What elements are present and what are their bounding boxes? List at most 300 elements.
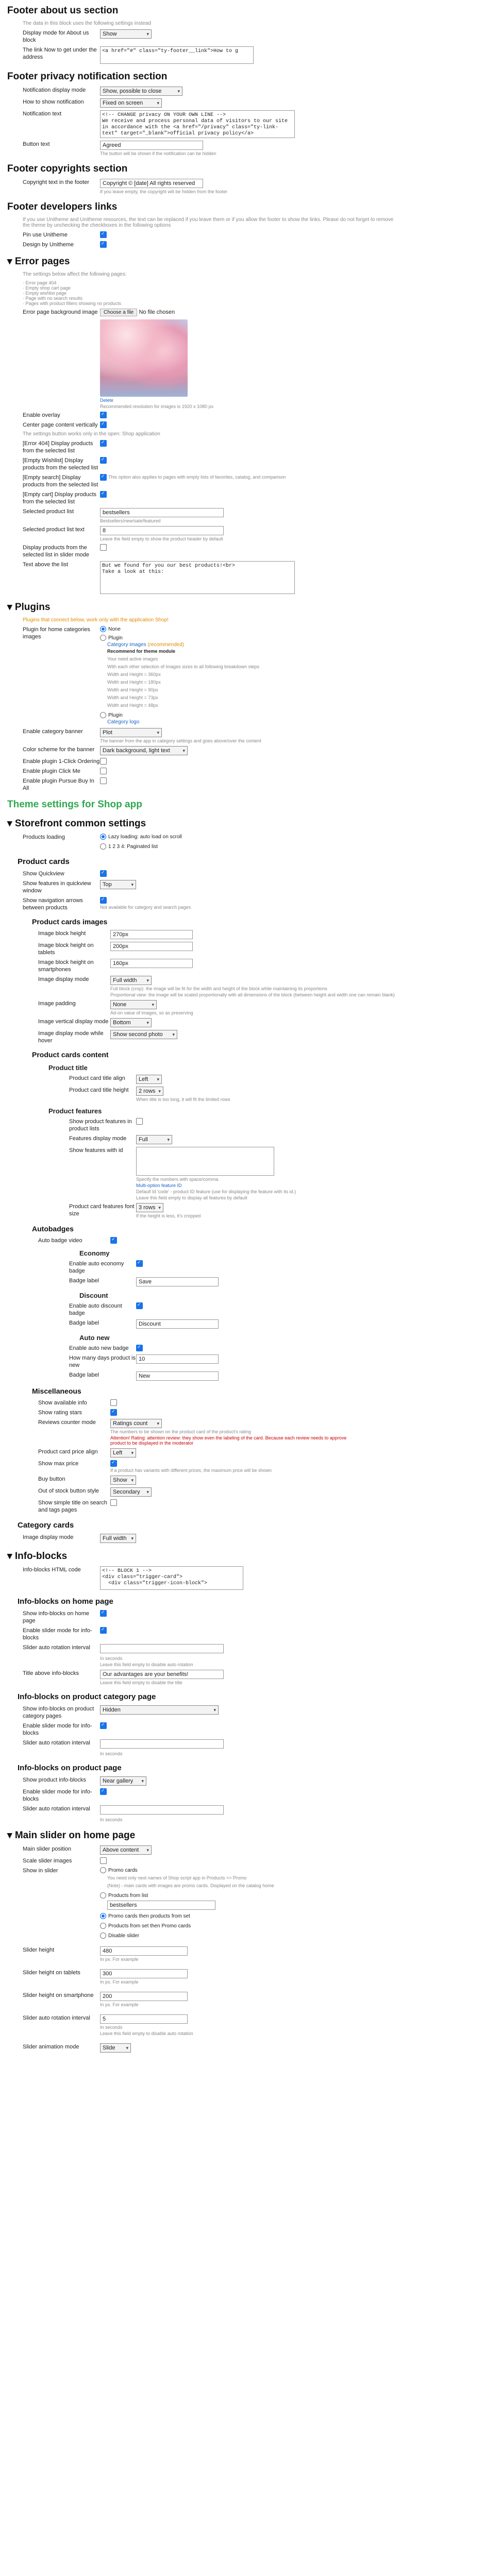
cards-new-days-row <box>7 1354 485 1369</box>
ms-show-label: Show in slider <box>23 1868 58 1874</box>
ms-rot-input[interactable]: 5 <box>100 2014 188 2024</box>
errors-button-note: The settings button works only in the open: Shop application <box>23 431 160 437</box>
storefront-loading-opt2-label: 1 2 3 4: Paginated list <box>108 844 158 850</box>
cards-pf-show-row <box>7 1118 485 1132</box>
cards-disc-text-label: Badge label <box>69 1320 99 1326</box>
info-home-show-checkbox[interactable] <box>100 1610 107 1617</box>
cards-pt-align-row <box>7 1075 485 1084</box>
cards-simple-label: Show simple title on search and tags pages <box>38 1500 107 1513</box>
cards-feature-select[interactable]: Top ▾ <box>100 880 136 889</box>
info-cat-slider-row <box>7 1722 485 1737</box>
ms-height-phone-label: Slider height on smartphone <box>23 1992 94 1998</box>
cards-oos-row <box>7 1487 485 1497</box>
errors-404-label: [Error 404] Display products from the selected list <box>23 440 93 454</box>
info-cat-show-select[interactable]: Hidden ▾ <box>100 1705 219 1715</box>
ms-height-label: Slider height <box>23 1947 55 1953</box>
plugins-opt-plugin[interactable] <box>100 635 259 641</box>
privacy-display-select[interactable]: Show, possible to close ▾ <box>100 87 182 96</box>
developers-pin-row <box>7 231 485 239</box>
cards-disp-mode-hint: Proportional view: the image will be scaled proportionally with all dimensions of the block (between height and width one can remain blank) <box>110 992 395 997</box>
cards-rating-checkbox[interactable] <box>110 1409 117 1416</box>
developers-pin-checkbox[interactable] <box>100 231 107 238</box>
plugins-opt-plugin-label: Plugin <box>108 635 123 641</box>
cards-simple-checkbox[interactable] <box>110 1499 117 1506</box>
info-prod-rot-label: Slider auto rotation interval <box>23 1806 90 1812</box>
info-home-title-input[interactable]: Our advantages are your benefits! <box>100 1670 224 1679</box>
plugins-opt-plugin-note: Recommend for theme module <box>107 649 176 654</box>
info-prod-slider-label: Enable slider mode for info-blocks <box>23 1789 92 1802</box>
errors-wish-checkbox[interactable] <box>100 457 107 464</box>
ms-anim-label: Slider animation mode <box>23 2044 79 2050</box>
cards-hover-select[interactable]: Show second photo ▾ <box>110 1030 177 1039</box>
plugins-opt-plugin-radio[interactable] <box>100 635 106 641</box>
info-home-show-row <box>7 1610 485 1624</box>
plugins-recommended-text: (recommended) <box>147 642 184 648</box>
section-title-infoblocks: ▾ Info-blocks <box>7 1551 68 1562</box>
cards-new-text-input[interactable]: New <box>136 1371 219 1381</box>
cards-hover-row <box>7 1030 485 1044</box>
ms-rot-hint: Leave this field empty to disable auto rotation <box>100 2031 193 2036</box>
cards-maxprice-checkbox[interactable] <box>110 1460 117 1467</box>
cards-padding-row <box>7 1000 485 1015</box>
cards-avail-checkbox[interactable] <box>110 1399 117 1406</box>
info-html-textarea[interactable]: <!-- BLOCK 1 --> <div class="trigger-card"> <div class="trigger-icon-block"> <box>100 1566 243 1590</box>
cards-eco-enable-checkbox[interactable] <box>136 1260 143 1267</box>
cards-rating-row <box>7 1409 485 1416</box>
errors-selected-text-row <box>7 526 485 541</box>
plugins-opt-none-label: None <box>108 626 121 632</box>
info-home-slider-row <box>7 1627 485 1641</box>
info-cat-rot-row <box>7 1739 485 1756</box>
ms-pos-select[interactable]: Above content ▾ <box>100 1845 152 1855</box>
infoblocks-title-text: Info-blocks <box>14 1551 68 1562</box>
ms-opt-mix-radio[interactable] <box>100 1913 106 1919</box>
ms-opt-promo-radio[interactable] <box>100 1867 106 1873</box>
cards-pt-height-select[interactable]: 2 rows ▾ <box>136 1087 163 1096</box>
cards-nav-hint: Not available for category and search pages <box>100 905 191 910</box>
plugins-cat-label: Plugin for home categories images <box>23 626 90 640</box>
cards-avail-label: Show available info <box>38 1400 87 1406</box>
ms-show-row <box>7 1867 485 1939</box>
cards-pf-display-row <box>7 1135 485 1144</box>
copyright-input[interactable]: Copyright © [date] All rights reserved <box>100 179 203 188</box>
plugins-color-label: Color scheme for the banner <box>23 747 95 753</box>
storefront-loading-opt1[interactable] <box>100 834 182 840</box>
ms-height-tab-hint: In px. For example <box>100 1979 139 1985</box>
plugins-opt-plugin-text: Width and Height = 90px <box>107 687 158 692</box>
plugins-opt-plugin-text: With each other selection of images sizes to all following breakdown steps <box>107 664 260 669</box>
privacy-button-label: Button text <box>23 141 50 147</box>
plugins-buy-row <box>7 777 485 792</box>
errors-title-text: Error pages <box>14 256 70 267</box>
info-cat-rot-input[interactable] <box>100 1739 224 1749</box>
plugins-oneclick-checkbox[interactable] <box>100 758 107 765</box>
cards-quickview-row <box>7 870 485 877</box>
info-home-slider-checkbox[interactable] <box>100 1627 107 1634</box>
errors-cart-checkbox[interactable] <box>100 491 107 498</box>
cards-pt-height-hint: When title is too long, it will fit the limited rows <box>136 1097 230 1102</box>
cards-pf-list-hint: Specify the numbers with space/comma. <box>136 1177 220 1182</box>
section-title-info-product: Info-blocks on product page <box>18 1764 122 1772</box>
cards-buy-select[interactable]: Show ▾ <box>110 1476 136 1485</box>
section-title-copyright: Footer copyrights section <box>7 163 128 174</box>
plugins-opt-none-radio[interactable] <box>100 626 106 632</box>
cards-new-text-label: Badge label <box>69 1372 99 1378</box>
section-title-developers: Footer developers links <box>7 201 118 212</box>
catcards-display-label: Image display mode <box>23 1534 74 1540</box>
errors-bullet: · Empty shop cart page <box>23 285 71 291</box>
errors-search-checkbox[interactable] <box>100 474 107 481</box>
storefront-title-text: Storefront common settings <box>14 818 146 829</box>
cards-pt-height-label: Product card title height <box>69 1087 129 1093</box>
plugins-warning: Plugins that connect below, work only with the application Shop! <box>23 617 169 623</box>
cards-new-days-input[interactable]: 10 <box>136 1354 219 1364</box>
cards-pf-display-label: Features display mode <box>69 1136 127 1142</box>
ms-pos-row <box>7 1845 485 1855</box>
cards-vertical-select[interactable]: Bottom ▾ <box>110 1018 152 1027</box>
ms-opt-promo-hint: You need only next names of Shop script app in Products >> Promo <box>107 1875 247 1880</box>
errors-bg-choose-button[interactable]: Choose a file <box>100 309 137 316</box>
ms-opt-disable-label: Disable slider <box>108 1933 140 1939</box>
cards-feature-row <box>7 880 485 894</box>
info-prod-show-label: Show product info-blocks <box>23 1777 86 1783</box>
privacy-how-label: How to show notification <box>23 99 84 105</box>
section-title-info-category: Info-blocks on product category page <box>18 1692 156 1701</box>
section-title-theme-settings: Theme settings for Shop app <box>7 799 142 810</box>
ms-height-row <box>7 1946 485 1962</box>
cards-disp-mode-label: Image display mode <box>38 976 89 982</box>
section-title-product-title: Product title <box>48 1064 88 1072</box>
plugins-oneclick-row <box>7 758 485 765</box>
info-prod-rot-row <box>7 1805 485 1822</box>
errors-bg-hint: Recommended resolution for images is 1920 x 1080 px <box>100 404 214 409</box>
info-home-title-label: Title above info-blocks <box>23 1670 79 1676</box>
info-cat-rot-label: Slider auto rotation interval <box>23 1740 90 1746</box>
cards-eco-enable-label: Enable auto economy badge <box>69 1261 124 1274</box>
cards-eco-text-input[interactable]: Save <box>136 1277 219 1286</box>
errors-selected-list-hint: Bestsellers/new/sale/featured <box>100 518 161 523</box>
ms-height-phone-hint: In px. For example <box>100 2002 139 2007</box>
errors-bg-filename: No file chosen <box>139 309 175 315</box>
errors-bullet: · Error page 404 <box>23 280 57 285</box>
cards-auto-checkbox[interactable] <box>110 1237 117 1244</box>
privacy-text-textarea[interactable]: <!-- CHANGE privacy ON YOUR OWN LINE --> We receive and process personal data of visitors to our site in accordance with the <a href="/privacy" class="ty-link-text" target="_blank">official privacy policy</a> <box>100 110 295 138</box>
about-link-textarea[interactable]: <a href="#" class="ty-footer__link">How to g <box>100 46 254 64</box>
errors-bullets <box>23 280 485 306</box>
storefront-loading-row <box>7 834 485 850</box>
cards-nav-checkbox[interactable] <box>100 897 107 904</box>
info-prod-rot-input[interactable] <box>100 1805 224 1815</box>
cards-pf-list-row <box>7 1147 485 1200</box>
about-note: The data in this block uses the following settings instead <box>23 21 152 26</box>
privacy-display-label: Notification display mode <box>23 87 86 93</box>
ms-anim-select[interactable]: Slide ▾ <box>100 2043 131 2053</box>
cards-reviews-hint: The numbers to be shown on the product card of the product's rating <box>110 1429 251 1434</box>
cards-maxprice-label: Show max price <box>38 1461 79 1467</box>
cards-disp-mode-hint: Full block (crop): the image will be fit for the width and height of the block while maintaining its proportions <box>110 986 327 991</box>
ms-opt-products[interactable] <box>100 1892 274 1899</box>
errors-infinite-label: Display products from the selected list in slider mode <box>23 545 90 558</box>
cards-pf-show-checkbox[interactable] <box>136 1118 143 1125</box>
cards-padding-label: Image padding <box>38 1001 76 1007</box>
cards-new-text-row <box>7 1371 485 1381</box>
errors-bg-row <box>7 309 485 316</box>
errors-cart-row <box>7 491 485 505</box>
cards-oos-select[interactable]: Secondary ▾ <box>110 1487 152 1497</box>
section-title-plugins: ▾ Plugins <box>7 602 51 613</box>
cards-pf-list-label: Show features with id <box>69 1147 123 1154</box>
about-display-select[interactable]: Show ▾ <box>100 29 152 39</box>
plugins-opt-plugin-text: Width and Height = 180px <box>107 680 161 685</box>
ms-opt-mix[interactable] <box>100 1913 274 1920</box>
cards-price-align-select[interactable]: Left ▾ <box>110 1448 136 1458</box>
info-html-label: Info-blocks HTML code <box>23 1567 81 1573</box>
cards-eco-text-label: Badge label <box>69 1278 99 1284</box>
plugins-banner-row <box>7 728 485 743</box>
errors-center-checkbox[interactable] <box>100 421 107 428</box>
cards-img-tab-label: Image block height on tablets <box>38 942 94 956</box>
ms-height-input[interactable]: 480 <box>100 1946 188 1956</box>
cards-auto-label: Auto badge video <box>38 1238 82 1244</box>
section-title-info-home: Info-blocks on home page <box>18 1597 113 1606</box>
errors-list-text-textarea[interactable]: But we found for you our best products!<br> Take a look at this: <box>100 561 295 594</box>
cards-disc-text-row <box>7 1319 485 1329</box>
privacy-display-row <box>7 87 485 96</box>
ms-opt-disable-radio[interactable] <box>100 1933 106 1939</box>
plugins-category-logo-link[interactable]: Category logo <box>107 719 140 725</box>
privacy-how-row <box>7 98 485 108</box>
ms-opt-disable[interactable] <box>100 1933 274 1939</box>
errors-overlay-checkbox[interactable] <box>100 412 107 418</box>
ms-opt-promo[interactable] <box>100 1867 274 1874</box>
plugins-buy-checkbox[interactable] <box>100 777 107 784</box>
plugins-category-images-link[interactable]: Category images <box>107 642 146 648</box>
info-home-rot-row <box>7 1644 485 1667</box>
errors-404-row <box>7 440 485 454</box>
errors-search-label: [Empty search] Display products from the selected list <box>23 474 98 488</box>
privacy-how-select[interactable]: Fixed on screen ▾ <box>100 98 162 108</box>
section-title-privacy: Footer privacy notification section <box>7 71 168 82</box>
cards-padding-select[interactable]: None ▾ <box>110 1000 157 1009</box>
plugins-opt-none[interactable] <box>100 626 259 633</box>
errors-center-label: Center page content vertically <box>23 422 98 428</box>
cards-pt-height-row <box>7 1087 485 1102</box>
ms-opt-mix2-label: Products from set then Promo cards <box>108 1923 191 1929</box>
ms-height-tab-label: Slider height on tablets <box>23 1970 80 1976</box>
info-home-title-row <box>7 1670 485 1685</box>
cards-padding-hint: Ad-on value of images, so as preserving <box>110 1010 193 1015</box>
errors-note: The settings below affect the following pages: <box>23 272 127 277</box>
section-title-errors: ▾ Error pages <box>7 256 70 267</box>
ms-height-tab-input[interactable]: 300 <box>100 1969 188 1978</box>
plugins-title-text: Plugins <box>14 602 51 613</box>
section-title-card-images: Product cards images <box>32 918 108 926</box>
cards-img-h-input[interactable]: 270px <box>110 930 193 939</box>
plugins-color-select[interactable]: Dark background, light text ▾ <box>100 746 188 755</box>
info-home-rot-input[interactable] <box>100 1644 224 1653</box>
ms-opt-products-input[interactable]: bestsellers <box>107 1901 215 1910</box>
plugins-opt-plugin-text: Width and Height = 360px <box>107 672 161 677</box>
cards-img-tab-input[interactable]: 200px <box>110 942 193 951</box>
cards-img-tab-row <box>7 942 485 956</box>
cards-pf-size-row <box>7 1203 485 1218</box>
cards-new-enable-checkbox[interactable] <box>136 1345 143 1351</box>
cards-pf-size-select[interactable]: 3 rows ▾ <box>136 1203 163 1212</box>
cards-disc-enable-label: Enable auto discount badge <box>69 1303 122 1316</box>
ms-opt-promo-hint: (Note) - main cards with images are promo cards. Displayed on the catalog home <box>107 1883 274 1888</box>
cards-hover-label: Image display mode while hover <box>38 1030 104 1044</box>
cards-reviews-select[interactable]: Ratings count ▾ <box>110 1419 162 1428</box>
section-title-mainslider: ▾ Main slider on home page <box>7 1830 136 1841</box>
ms-anim-row <box>7 2043 485 2053</box>
section-title-autobadges: Autobadges <box>32 1225 74 1233</box>
plugins-clickme-checkbox[interactable] <box>100 768 107 774</box>
cards-img-phone-input[interactable]: 160px <box>110 959 193 968</box>
errors-cart-label: [Empty cart] Display products from the selected list <box>23 492 97 505</box>
plugins-cat-row <box>7 626 485 725</box>
errors-selected-list-input[interactable]: bestsellers <box>100 508 224 517</box>
cards-pf-display-select[interactable]: Full ▾ <box>136 1135 172 1144</box>
ms-rot-hint: In seconds <box>100 2025 123 2030</box>
info-prod-slider-row <box>7 1788 485 1803</box>
about-link-label: The link Now to get under the address <box>23 47 97 60</box>
cards-disc-text-input[interactable]: Discount <box>136 1319 219 1329</box>
cards-new-enable-row <box>7 1345 485 1352</box>
cards-pt-align-select[interactable]: Left ▾ <box>136 1075 162 1084</box>
section-title-misc: Miscellaneous <box>32 1387 81 1395</box>
errors-wish-row <box>7 457 485 471</box>
cards-simple-row <box>7 1499 485 1514</box>
cards-rating-label: Show rating stars <box>38 1410 82 1416</box>
errors-search-hint: This option also applies to pages with empty lists of favorites, catalog, and comparison <box>108 474 286 480</box>
info-cat-slider-checkbox[interactable] <box>100 1722 107 1729</box>
ms-opt-mix2-radio[interactable] <box>100 1923 106 1929</box>
info-prod-rot-hint: In seconds <box>100 1817 123 1822</box>
errors-bullet: · Pages with product filters showing no products <box>23 301 122 306</box>
developers-design-checkbox[interactable] <box>100 241 107 248</box>
info-cat-show-row <box>7 1705 485 1720</box>
errors-404-checkbox[interactable] <box>100 440 107 447</box>
cards-price-align-label: Product card price align <box>38 1449 98 1455</box>
ms-opt-products-radio[interactable] <box>100 1892 106 1899</box>
info-html-row <box>7 1566 485 1590</box>
privacy-text-label: Notification text <box>23 111 62 117</box>
cards-oos-label: Out of stock button style <box>38 1488 99 1494</box>
cards-buy-row <box>7 1476 485 1485</box>
errors-bg-delete-link[interactable]: Delete <box>100 398 114 403</box>
privacy-button-input[interactable]: Agreed <box>100 141 203 150</box>
cards-buy-label: Buy button <box>38 1476 65 1482</box>
cards-feature-label: Show features in quickview window <box>23 880 91 894</box>
cards-pt-align-label: Product card title align <box>69 1075 125 1081</box>
cards-disc-enable-checkbox[interactable] <box>136 1302 143 1309</box>
errors-search-row <box>7 474 485 488</box>
info-home-title-hint: Leave this field empty to disable the title <box>100 1680 182 1685</box>
errors-selected-list-label: Selected product list <box>23 509 74 515</box>
plugins-color-row <box>7 746 485 755</box>
storefront-loading-opt2[interactable] <box>100 843 182 850</box>
mainslider-title-text: Main slider on home page <box>14 1830 136 1841</box>
errors-infinite-checkbox[interactable] <box>100 544 107 551</box>
section-title-about: Footer about us section <box>7 5 119 16</box>
info-home-rot-hint: Leave this field empty to disable auto rotation <box>100 1662 193 1667</box>
ms-scale-label: Scale slider images <box>23 1858 72 1864</box>
cards-avail-row <box>7 1399 485 1406</box>
ms-height-phone-input[interactable]: 200 <box>100 1992 188 2001</box>
cards-disc-enable-row <box>7 1302 485 1317</box>
info-prod-slider-checkbox[interactable] <box>100 1788 107 1795</box>
copyright-label: Copyright text in the footer <box>23 179 90 185</box>
cards-maxprice-row <box>7 1460 485 1473</box>
cards-maxprice-hint: If a product has variants with different prices, the maximum price will be shown <box>110 1468 272 1473</box>
section-title-card-content: Product cards content <box>32 1050 109 1059</box>
catcards-display-select[interactable]: Full width ▾ <box>100 1534 136 1543</box>
info-cat-show-label: Show info-blocks on product category pages <box>23 1706 94 1719</box>
developers-design-row <box>7 241 485 248</box>
cards-new-enable-label: Enable auto new badge <box>69 1345 129 1351</box>
ms-scale-checkbox[interactable] <box>100 1857 107 1864</box>
cards-price-align-row <box>7 1448 485 1458</box>
cards-eco-text-row <box>7 1277 485 1286</box>
plugins-clickme-row <box>7 768 485 775</box>
ms-pos-label: Main slider position <box>23 1846 72 1852</box>
cards-disp-mode-select[interactable]: Full width ▾ <box>110 976 152 985</box>
ms-opt-promo-label: Promo cards <box>108 1868 138 1873</box>
cards-reviews-warning: Attention! Rating: attention review: they show even the labeling of the card. Because each review needs to approve product to be displayed in the moderator <box>110 1435 347 1446</box>
cards-pf-list-hint-link[interactable]: Multi-option feature ID <box>136 1183 182 1188</box>
privacy-text-row <box>7 110 485 138</box>
privacy-button-row <box>7 141 485 156</box>
cards-disp-mode-row <box>7 976 485 997</box>
cards-img-phone-label: Image block height on smartphones <box>38 959 94 973</box>
cards-img-h-label: Image block height <box>38 930 86 937</box>
storefront-loading-opt2-radio[interactable] <box>100 843 106 850</box>
errors-selected-text-input[interactable]: 8 <box>100 526 224 535</box>
cards-img-phone-row <box>7 959 485 973</box>
info-home-rot-label: Slider auto rotation interval <box>23 1645 90 1651</box>
cards-eco-enable-row <box>7 1260 485 1275</box>
storefront-loading-opt1-radio[interactable] <box>100 834 106 840</box>
ms-opt-mix-label: Promo cards then products from set <box>108 1913 190 1919</box>
info-home-rot-hint: In seconds <box>100 1656 123 1661</box>
info-cat-slider-label: Enable slider mode for info-blocks <box>23 1723 92 1736</box>
catcards-display-row <box>7 1534 485 1543</box>
info-home-show-label: Show info-blocks on home page <box>23 1611 90 1624</box>
plugins-clickme-label: Enable plugin Click Me <box>23 768 80 774</box>
cards-nav-label: Show navigation arrows between products <box>23 897 83 911</box>
ms-rot-row <box>7 2014 485 2036</box>
copyright-row <box>7 179 485 194</box>
cards-pf-list-textarea[interactable] <box>136 1147 274 1176</box>
cards-img-h-row <box>7 930 485 939</box>
plugins-opt-plugin2[interactable] <box>100 712 259 719</box>
cards-vertical-label: Image vertical display mode <box>38 1019 109 1025</box>
section-title-auto-new: Auto new <box>79 1334 110 1342</box>
cards-quickview-label: Show Quickview <box>23 871 64 877</box>
plugins-opt-plugin2-radio[interactable] <box>100 712 106 718</box>
cards-quickview-checkbox[interactable] <box>100 870 107 877</box>
cards-reviews-label: Reviews counter mode <box>38 1419 96 1426</box>
info-prod-show-select[interactable]: Near gallery ▾ <box>100 1776 146 1786</box>
section-title-product-features: Product features <box>48 1107 102 1115</box>
info-cat-rot-hint: In seconds <box>100 1751 123 1756</box>
plugins-banner-select[interactable]: Plot ▾ <box>100 728 162 737</box>
ms-opt-mix2[interactable] <box>100 1923 274 1929</box>
section-title-economy: Economy <box>79 1249 110 1257</box>
ms-height-phone-row <box>7 1992 485 2007</box>
cards-new-days-label: How many days product is new <box>69 1355 136 1368</box>
plugins-oneclick-label: Enable plugin 1-Click Ordering <box>23 758 100 765</box>
